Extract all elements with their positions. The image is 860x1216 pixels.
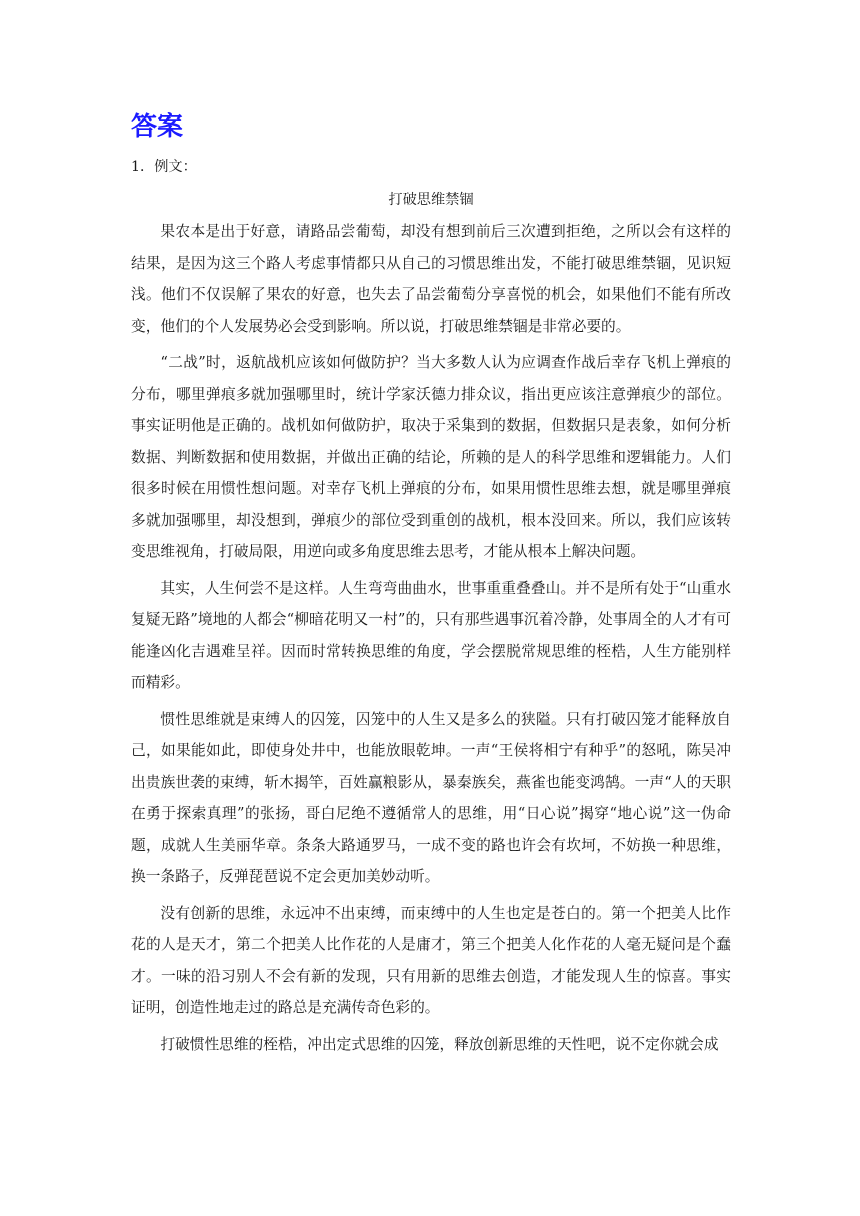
essay-paragraph: 惯性思维就是束缚人的囚笼，囚笼中的人生又是多么的狭隘。只有打破囚笼才能释放自己，如果能如此，即使身处井中，也能放眼乾坤。一声“王侯将相宁有种乎”的怒吼，陈吴冲出贵族世袭的束缚，斩木揭竿，百姓赢粮影从，暴秦族矣，燕雀也能变鸿鹄。一声“人的天职在勇于探索真理”的张扬，哥白尼绝不遵循常人的思维，用“日心说”揭穿“地心说”这一伪命题，成就人生美丽华章。条条大路通罗马，一成不变的路也许会有坎坷，不妨换一种思维，换一条路子，反弹琵琶说不定会更加美妙动听。 (131, 710, 731, 885)
question-label: 1．例文： (131, 159, 197, 175)
essay-title: 打破思维禁锢 (388, 192, 474, 208)
document-body (131, 108, 731, 1060)
essay-paragraph: 果农本是出于好意，请路品尝葡萄，却没有想到前后三次遭到拒绝，之所以会有这样的结果，是因为这三个路人考虑事情都只从自己的习惯思维出发，不能打破思维禁锢，见识短浅。他们不仅误解了果农的好意，也失去了品尝葡萄分享喜悦的机会，如果他们不能有所改变，他们的个人发展势必会受到影响。所以说，打破思维禁锢是非常必要的。 (131, 223, 731, 335)
essay-paragraph: 打破惯性思维的桎梏，冲出定式思维的囚笼，释放创新思维的天性吧，说不定你就会成 (160, 1035, 719, 1053)
answer-heading: 答案 (131, 112, 184, 142)
essay-paragraph: 没有创新的思维，永远冲不出束缚，而束缚中的人生也定是苍白的。第一个把美人比作花的人是天才，第二个把美人比作花的人是庸才，第三个把美人化作花的人毫无疑问是个蠢才。一味的沿习别人不会有新的发现，只有用新的思维去创造，才能发现人生的惊喜。事实证明，创造性地走过的路总是充满传奇色彩的。 (131, 904, 731, 1016)
essay-paragraph: “二战”时，返航战机应该如何做防护？当大多数人认为应调查作战后幸存飞机上弹痕的分布，哪里弹痕多就加强哪里时，统计学家沃德力排众议，指出更应该注意弹痕少的部位。事实证明他是正确的。战机如何做防护，取决于采集到的数据，但数据只是表象，如何分析数据、判断数据和使用数据，并做出正确的结论，所赖的是人的科学思维和逻辑能力。人们很多时候在用惯性想问题。对幸存飞机上弹痕的分布，如果用惯性思维去想，就是哪里弹痕多就加强哪里，却没想到，弹痕少的部位受到重创的战机，根本没回来。所以，我们应该转变思维视角，打破局限，用逆向或多角度思维去思考，才能从根本上解决问题。 (131, 354, 731, 560)
essay-paragraph: 其实，人生何尝不是这样。人生弯弯曲曲水，世事重重叠叠山。并不是所有处于“山重水复疑无路”境地的人都会“柳暗花明又一村”的，只有那些遇事沉着冷静，处事周全的人才有可能逢凶化吉遇难呈祥。因而时常转换思维的角度，学会摆脱常规思维的桎梏，人生方能别样而精彩。 (131, 579, 731, 691)
